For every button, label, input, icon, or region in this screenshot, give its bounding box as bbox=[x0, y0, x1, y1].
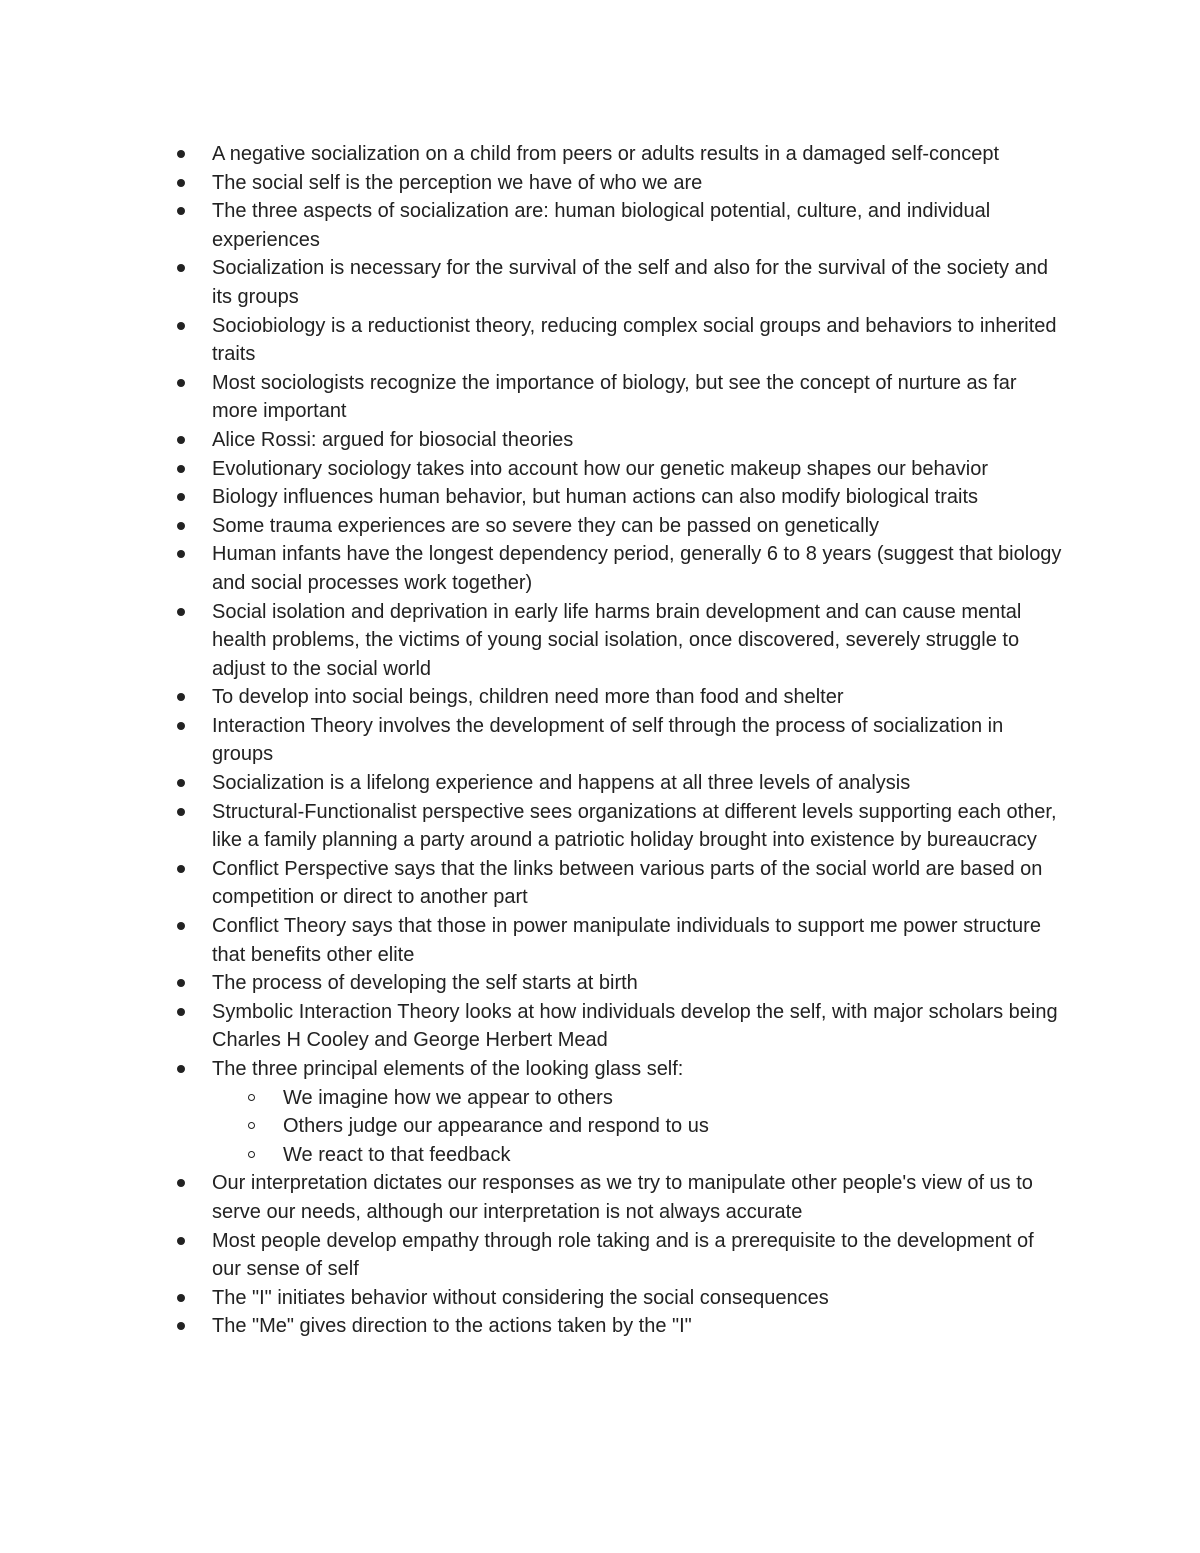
list-item-text: Evolutionary sociology takes into account how our genetic makeup shapes our behavior bbox=[212, 457, 989, 480]
list-item-text: Structural-Functionalist perspective sees organizations at different levels supporting each other, like a family planning a party around a patriotic holiday brought into existence by bureaucracy bbox=[212, 800, 1057, 852]
list-item-text: Human infants have the longest dependency period, generally 6 to 8 years (suggest that biology and social processes work together) bbox=[212, 543, 1062, 594]
list-item-text: The social self is the perception we have of who we are bbox=[212, 171, 703, 194]
bullet-icon bbox=[177, 979, 185, 987]
list-item bbox=[0, 769, 1200, 798]
list-item bbox=[0, 140, 1200, 169]
list-item-text: The process of developing the self starts at birth bbox=[212, 972, 638, 995]
sub-bullet-list bbox=[212, 1084, 1062, 1170]
bullet-icon bbox=[177, 722, 185, 730]
list-item-text: Most sociologists recognize the importance of biology, but see the concept of nurture as far more important bbox=[212, 371, 1017, 423]
list-item-text: Our interpretation dictates our responses as we try to manipulate other people's view of us to serve our needs, although our interpretation is not always accurate bbox=[212, 1172, 1033, 1223]
list-item-text: Some trauma experiences are so severe they can be passed on genetically bbox=[212, 514, 880, 537]
sub-list-item-text: Others judge our appearance and respond to us bbox=[283, 1115, 709, 1138]
bullet-icon bbox=[177, 465, 185, 473]
list-item-text: Conflict Perspective says that the links between various parts of the social world are based on competition or direct to another part bbox=[212, 857, 1043, 909]
bullet-icon bbox=[177, 150, 185, 158]
list-item-text: Conflict Theory says that those in power manipulate individuals to support me power structure that benefits other elite bbox=[212, 915, 1041, 966]
bullet-icon bbox=[177, 608, 185, 616]
list-item bbox=[0, 426, 1200, 455]
bullet-icon bbox=[177, 493, 185, 501]
list-item-text: Most people develop empathy through role taking and is a prerequisite to the development of our sense of self bbox=[212, 1229, 1034, 1281]
hollow-bullet-icon bbox=[248, 1094, 255, 1101]
list-item bbox=[0, 683, 1200, 712]
list-item-text: Interaction Theory involves the development of self through the process of socialization in groups bbox=[212, 714, 1004, 766]
list-item bbox=[0, 169, 1200, 198]
sub-list-item bbox=[0, 1084, 1062, 1113]
list-item bbox=[0, 1312, 1200, 1341]
sub-list-item bbox=[0, 1141, 1062, 1170]
list-item-text: The three principal elements of the looking glass self: bbox=[212, 1058, 684, 1080]
list-item bbox=[0, 197, 1200, 254]
bullet-icon bbox=[177, 1237, 185, 1245]
bullet-icon bbox=[177, 1065, 185, 1073]
bullet-icon bbox=[177, 379, 185, 387]
list-item bbox=[0, 369, 1200, 426]
list-item bbox=[0, 855, 1200, 912]
list-item bbox=[0, 254, 1200, 311]
bullet-icon bbox=[177, 207, 185, 215]
bullet-icon bbox=[177, 179, 185, 187]
list-item-text: Socialization is a lifelong experience and happens at all three levels of analysis bbox=[212, 772, 911, 795]
bullet-icon bbox=[177, 865, 185, 873]
list-item bbox=[0, 998, 1200, 1055]
bullet-icon bbox=[177, 1179, 185, 1187]
sub-list-item bbox=[0, 1112, 1062, 1141]
list-item bbox=[0, 312, 1200, 369]
list-item-text: The "Me" gives direction to the actions taken by the "I" bbox=[212, 1315, 692, 1338]
bullet-icon bbox=[177, 1322, 185, 1330]
list-item bbox=[0, 969, 1200, 998]
bullet-icon bbox=[177, 693, 185, 701]
bullet-icon bbox=[177, 1294, 185, 1302]
bullet-icon bbox=[177, 779, 185, 787]
list-item bbox=[0, 540, 1200, 597]
bullet-icon bbox=[177, 922, 185, 930]
list-item-text: Biology influences human behavior, but human actions can also modify biological traits bbox=[212, 486, 978, 509]
list-item-text: A negative socialization on a child from peers or adults results in a damaged self-concept bbox=[212, 143, 1000, 165]
list-item-text: Social isolation and deprivation in early life harms brain development and can cause mental health problems, the victims of young social isolation, once discovered, severely struggle to adjust to the social world bbox=[212, 600, 1022, 680]
bullet-icon bbox=[177, 264, 185, 272]
bullet-icon bbox=[177, 1008, 185, 1016]
sub-list-item-text: We imagine how we appear to others bbox=[283, 1086, 613, 1109]
list-item-text: Sociobiology is a reductionist theory, reducing complex social groups and behaviors to inherited traits bbox=[212, 314, 1057, 366]
list-item bbox=[0, 598, 1200, 684]
list-item-text: Alice Rossi: argued for biosocial theories bbox=[212, 428, 574, 451]
list-item bbox=[0, 512, 1200, 541]
list-item bbox=[0, 1055, 1200, 1169]
list-item bbox=[0, 798, 1200, 855]
list-item bbox=[0, 483, 1200, 512]
list-item-text: Socialization is necessary for the survival of the self and also for the survival of the society and its groups bbox=[212, 257, 1048, 308]
list-item-text: Symbolic Interaction Theory looks at how individuals develop the self, with major scholars being Charles H Cooley and George Herbert Mead bbox=[212, 1000, 1058, 1052]
hollow-bullet-icon bbox=[248, 1122, 255, 1129]
bullet-icon bbox=[177, 550, 185, 558]
list-item-text: To develop into social beings, children need more than food and shelter bbox=[212, 686, 844, 709]
list-item bbox=[0, 912, 1200, 969]
list-item bbox=[0, 712, 1200, 769]
bullet-icon bbox=[177, 322, 185, 330]
list-item bbox=[0, 1227, 1200, 1284]
bullet-icon bbox=[177, 522, 185, 530]
bullet-icon bbox=[177, 808, 185, 816]
bullet-icon bbox=[177, 436, 185, 444]
hollow-bullet-icon bbox=[248, 1151, 255, 1158]
bullet-list bbox=[0, 140, 1200, 1341]
sub-list-item-text: We react to that feedback bbox=[283, 1143, 511, 1166]
list-item bbox=[0, 455, 1200, 484]
list-item-text: The three aspects of socialization are: human biological potential, culture, and individual experiences bbox=[212, 200, 991, 251]
list-item bbox=[0, 1169, 1200, 1226]
list-item-text: The "I" initiates behavior without considering the social consequences bbox=[212, 1286, 829, 1309]
list-item bbox=[0, 1284, 1200, 1313]
